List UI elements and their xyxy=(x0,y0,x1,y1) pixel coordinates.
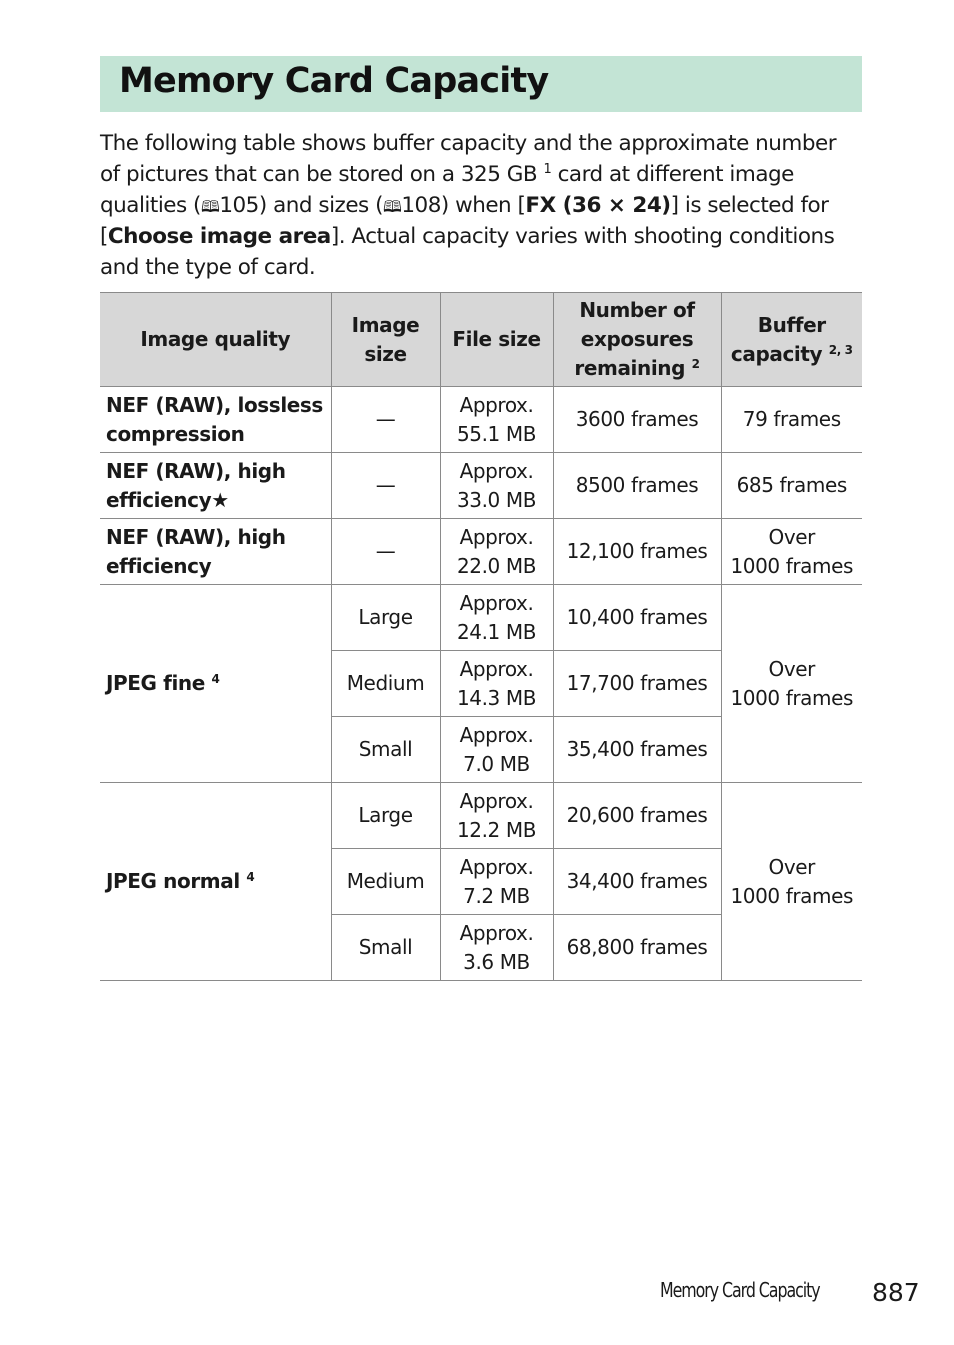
table-header-row xyxy=(100,293,862,387)
table-row xyxy=(100,585,862,651)
header-image-size: Image size xyxy=(331,293,440,387)
cell-buffer-jpeg-fine: Over 1000 frames xyxy=(721,585,862,783)
cell-file-size: Approx. 22.0 MB xyxy=(440,519,553,585)
cell-exposures: 34,400 frames xyxy=(553,849,721,915)
page-title-bar xyxy=(100,56,862,112)
page-ref-105[interactable]: 105) and sizes ( xyxy=(219,193,383,218)
cell-buffer-jpeg-normal: Over 1000 frames xyxy=(721,783,862,981)
page-number: 887 xyxy=(872,1278,920,1307)
header-image-quality: Image quality xyxy=(100,293,331,387)
cell-exposures: 68,800 frames xyxy=(553,915,721,981)
cell-exposures: 12,100 frames xyxy=(553,519,721,585)
cell-file-size: Approx. 7.0 MB xyxy=(440,717,553,783)
cell-quality-jpeg-normal: JPEG normal $^4$ xyxy=(100,783,331,981)
cell-file-size: Approx. 24.1 MB xyxy=(440,585,553,651)
intro-line-4: [Choose image area]. Actual capacity varies with shooting conditions xyxy=(100,224,835,249)
cell-file-size: Approx. 14.3 MB xyxy=(440,651,553,717)
book-reference-icon: 🕮 xyxy=(200,197,220,216)
table-row xyxy=(100,387,862,453)
cell-exposures: 17,700 frames xyxy=(553,651,721,717)
menu-choose-image-area: Choose image area xyxy=(107,224,331,249)
cell-size: Small xyxy=(331,915,440,981)
intro-line-1: The following table shows buffer capacity and the approximate number xyxy=(100,131,837,156)
cell-quality-jpeg-fine: JPEG fine $^4$ xyxy=(100,585,331,783)
cell-buffer: 685 frames xyxy=(721,453,862,519)
cell-size: Small xyxy=(331,717,440,783)
table-row xyxy=(100,783,862,849)
cell-size: — xyxy=(331,453,440,519)
cell-buffer: Over 1000 frames xyxy=(721,519,862,585)
cell-size: — xyxy=(331,387,440,453)
cell-exposures: 8500 frames xyxy=(553,453,721,519)
table-row xyxy=(100,519,862,585)
header-file-size: File size xyxy=(440,293,553,387)
cell-size: Medium xyxy=(331,849,440,915)
footnote-ref-1: 1 xyxy=(543,162,552,177)
page-title: Memory Card Capacity xyxy=(119,61,549,101)
cell-file-size: Approx. 12.2 MB xyxy=(440,783,553,849)
cell-file-size: Approx. 33.0 MB xyxy=(440,453,553,519)
intro-line-2: of pictures that can be stored on a 325 GB $^1$ card at different image xyxy=(100,162,794,187)
capacity-table xyxy=(100,292,862,981)
setting-fx: FX (36 × 24) xyxy=(525,193,671,218)
book-reference-icon: 🕮 xyxy=(382,197,402,216)
intro-line-5: and the type of card. xyxy=(100,255,316,280)
cell-exposures: 20,600 frames xyxy=(553,783,721,849)
intro-paragraph xyxy=(100,128,870,283)
header-exposures-remaining: Number of exposures remaining $^2$ xyxy=(553,293,721,387)
cell-quality: NEF (RAW), high efficiency★ xyxy=(100,453,331,519)
cell-size: Large xyxy=(331,783,440,849)
cell-size: — xyxy=(331,519,440,585)
cell-quality: NEF (RAW), lossless compression xyxy=(100,387,331,453)
cell-exposures: 10,400 frames xyxy=(553,585,721,651)
intro-line-3: qualities (🕮105) and sizes (🕮108) when [FX (36 × 24)] is selected for xyxy=(100,193,829,218)
cell-size: Large xyxy=(331,585,440,651)
header-buffer-capacity: Buffer capacity $^{2, 3}$ xyxy=(721,293,862,387)
cell-exposures: 35,400 frames xyxy=(553,717,721,783)
footer-section-title: Memory Card Capacity xyxy=(660,1278,820,1302)
cell-file-size: Approx. 7.2 MB xyxy=(440,849,553,915)
cell-size: Medium xyxy=(331,651,440,717)
table-row xyxy=(100,453,862,519)
page-ref-108[interactable]: 108) when [ xyxy=(401,193,526,218)
cell-buffer: 79 frames xyxy=(721,387,862,453)
cell-quality: NEF (RAW), high efficiency xyxy=(100,519,331,585)
cell-file-size: Approx. 55.1 MB xyxy=(440,387,553,453)
cell-file-size: Approx. 3.6 MB xyxy=(440,915,553,981)
cell-exposures: 3600 frames xyxy=(553,387,721,453)
